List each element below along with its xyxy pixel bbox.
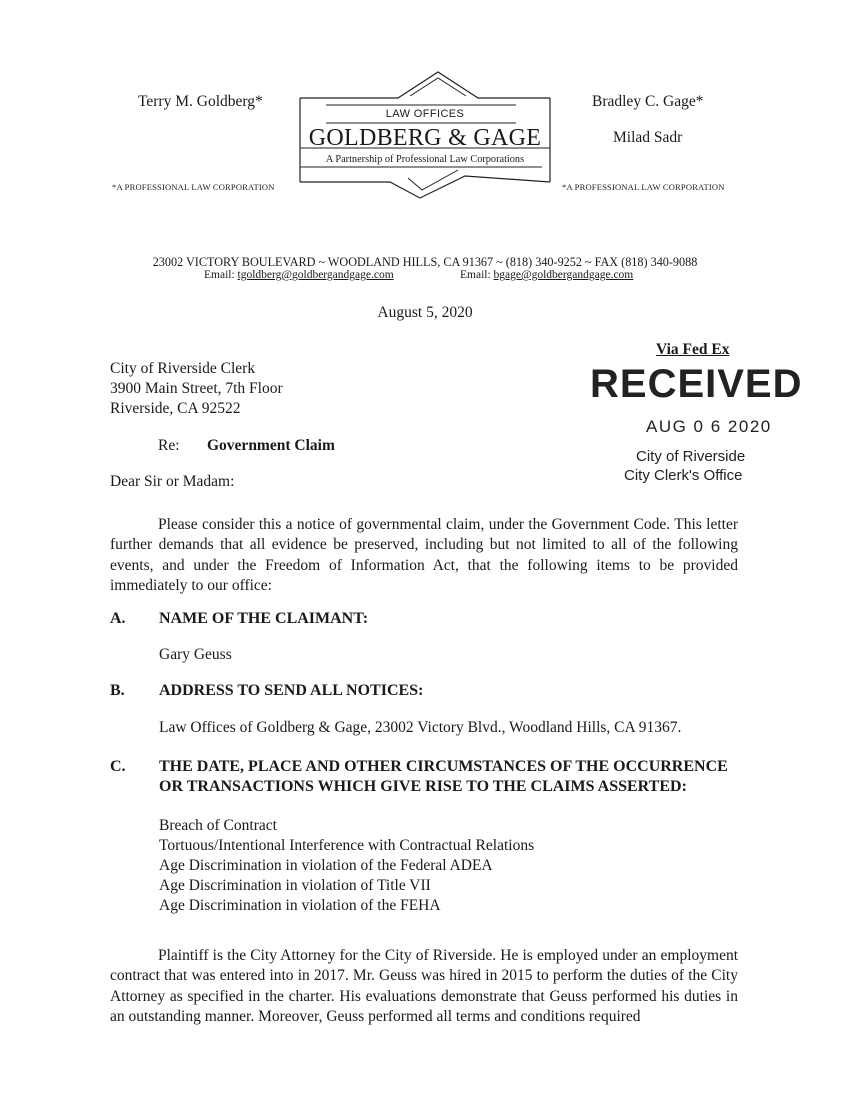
claim-item: Age Discrimination in violation of Title VII	[159, 877, 431, 894]
email-right-label: Email:	[460, 269, 491, 281]
email-right-row	[460, 269, 633, 281]
claim-item: Tortuous/Intentional Interference with Contractual Relations	[159, 837, 535, 854]
email-left-row	[204, 269, 394, 281]
letter-date: August 5, 2020	[377, 304, 473, 321]
claimant-name: Gary Geuss	[159, 646, 232, 663]
firm-logo	[290, 70, 560, 200]
claim-item: Breach of Contract	[159, 817, 277, 834]
recipient-line-2: 3900 Main Street, 7th Floor	[110, 380, 283, 397]
recipient-line-3: Riverside, CA 92522	[110, 400, 241, 417]
received-stamp: RECEIVED	[590, 362, 803, 406]
section-c-title-1: THE DATE, PLACE AND OTHER CIRCUMSTANCES OF THE OCCURRENCE	[159, 758, 728, 775]
claim-item: Age Discrimination in violation of the FEHA	[159, 897, 441, 914]
section-b-title: ADDRESS TO SEND ALL NOTICES:	[159, 682, 424, 699]
logo-subtitle: A Partnership of Professional Law Corporations	[325, 154, 525, 165]
partner-right-1: Bradley C. Gage*	[592, 93, 704, 110]
logo-top-text: LAW OFFICES	[385, 108, 465, 120]
section-a-letter: A.	[110, 610, 126, 627]
email-left-link[interactable]: tgoldberg@goldbergandgage.com	[237, 269, 394, 281]
partner-left: Terry M. Goldberg*	[138, 93, 263, 110]
delivery-method: Via Fed Ex	[656, 341, 730, 358]
section-a-title: NAME OF THE CLAIMANT:	[159, 610, 369, 627]
facts-paragraph: Plaintiff is the City Attorney for the City of Riverside. He is employed under an employment contract that was entered into in 2017. Mr. Geuss was hired in 2015 to perform the duties of the City Attorney as specified in the charter. His evaluations demonstrate that Geuss performed his duties in an outstanding manner. Moreover, Geuss performed all terms and conditions required	[110, 947, 738, 1025]
email-right-link[interactable]: bgage@goldbergandgage.com	[493, 269, 634, 281]
claim-item: Age Discrimination in violation of the Federal ADEA	[159, 857, 493, 874]
partner-left-note: *A PROFESSIONAL LAW CORPORATION	[112, 182, 275, 192]
received-stamp-office: City Clerk's Office	[624, 467, 743, 484]
intro-paragraph: Please consider this a notice of governmental claim, under the Government Code. This letter further demands that all evidence be preserved, including but not limited to all of the following events, and under the Freedom of Information Act, that the following items to be provided immediately to our office:	[110, 516, 738, 594]
recipient-line-1: City of Riverside Clerk	[110, 360, 256, 377]
re-label: Re:	[158, 437, 180, 454]
firm-address: 23002 VICTORY BOULEVARD ~ WOODLAND HILLS, CA 91367 ~ (818) 340-9252 ~ FAX (818) 340-9088	[152, 255, 698, 269]
received-stamp-city: City of Riverside	[636, 448, 746, 465]
logo-firm-name: GOLDBERG & GAGE	[308, 125, 542, 151]
salutation: Dear Sir or Madam:	[110, 473, 235, 490]
notice-address: Law Offices of Goldberg & Gage, 23002 Victory Blvd., Woodland Hills, CA 91367.	[159, 719, 682, 736]
section-b-letter: B.	[110, 682, 125, 699]
partner-right-2: Milad Sadr	[613, 129, 683, 146]
received-stamp-date: AUG 0 6 2020	[646, 417, 772, 436]
section-c-letter: C.	[110, 758, 126, 775]
section-c-title-2: OR TRANSACTIONS WHICH GIVE RISE TO THE CLAIMS ASSERTED:	[159, 778, 687, 795]
email-left-label: Email:	[204, 269, 235, 281]
re-subject: Government Claim	[207, 437, 335, 454]
partner-right-note: *A PROFESSIONAL LAW CORPORATION	[562, 182, 725, 192]
